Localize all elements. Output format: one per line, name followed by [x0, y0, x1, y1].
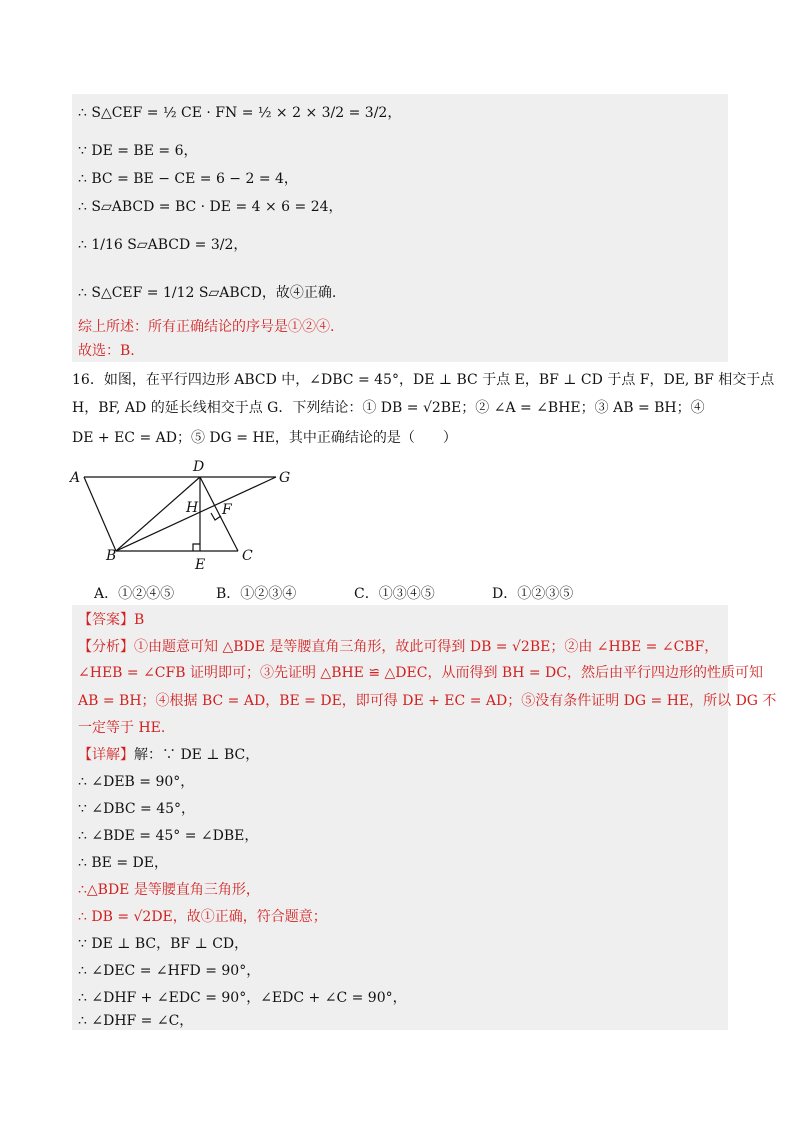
segment-DC — [200, 477, 238, 551]
detail-line-9: ∴ ∠DHF + ∠EDC = 90°，∠EDC + ∠C = 90°， — [78, 990, 407, 1006]
option-a: A．①②④⑤ — [94, 586, 175, 602]
solution-line-5: ∴ 1/16 S▱ABCD = 3/2， — [78, 237, 248, 253]
detail-line-2: ∵ ∠DBC = 45°， — [78, 801, 196, 817]
solution-line-4: ∴ S▱ABCD = BC · DE = 4 × 6 = 24， — [78, 199, 343, 215]
answer-line — [78, 611, 144, 629]
question-16-line-3: DE + EC = AD；⑤ DG = HE，其中正确结论的是（ ） — [72, 430, 457, 446]
solution-line-6: ∴ S△CEF = 1/12 S▱ABCD，故④正确. — [78, 285, 337, 301]
detail-line-6: ∴ DB = √2DE，故①正确，符合题意； — [78, 909, 327, 925]
detail-line-1: ∴ ∠DEB = 90°， — [78, 774, 195, 790]
option-c: C．①③④⑤ — [354, 586, 435, 602]
solution-summary: 综上所述：所有正确结论的序号是①②④. — [78, 319, 335, 335]
label-G: G — [279, 470, 291, 486]
answer-label: 【答案】 — [78, 612, 134, 628]
detail-label: 【详解】 — [78, 747, 134, 763]
segment-AB — [84, 477, 116, 551]
label-C: C — [242, 548, 253, 564]
geometry-figure — [68, 456, 308, 576]
solution-line-2: ∵ DE = BE = 6， — [78, 143, 198, 159]
detail-line-7: ∵ DE ⊥ BC，BF ⊥ CD， — [78, 936, 249, 952]
analysis-label: 【分析】 — [78, 639, 134, 655]
option-b: B．①②③④ — [216, 586, 297, 602]
solution-line-1: ∴ S△CEF = ½ CE · FN = ½ × 2 × 3/2 = 3/2， — [78, 105, 402, 121]
analysis-text-1: ①由题意可知 △BDE 是等腰直角三角形，故此可得到 DB = √2BE；②由 ∠HBE = ∠CBF， — [134, 639, 719, 655]
label-A: A — [70, 470, 81, 486]
label-D: D — [193, 459, 205, 475]
analysis-line-3: AB = BH；④根据 BC = AD，BE = DE，即可得 DE + EC = AD；⑤没有条件证明 DG = HE，所以 DG 不 — [78, 693, 777, 709]
question-16-line-2: H，BF, AD 的延长线相交于点 G．下列结论：① DB = √2BE；② ∠A = ∠BHE；③ AB = BH；④ — [72, 400, 705, 416]
label-E: E — [195, 557, 206, 573]
detail-line-8: ∴ ∠DEC = ∠HFD = 90°， — [78, 963, 261, 979]
detail-intro: 解：∵ DE ⊥ BC， — [134, 747, 260, 763]
detail-line-4: ∴ BE = DE， — [78, 855, 168, 871]
label-F: F — [222, 502, 232, 518]
option-d: D．①②③⑤ — [492, 586, 574, 602]
detail-line-5: ∴△BDE 是等腰直角三角形， — [78, 882, 260, 898]
answer-value: B — [134, 612, 145, 628]
detail-line-intro — [78, 746, 259, 764]
solution-line-3: ∴ BC = BE − CE = 6 − 2 = 4， — [78, 171, 298, 187]
analysis-line-4: 一定等于 HE. — [78, 720, 166, 736]
detail-line-10: ∴ ∠DHF = ∠C， — [78, 1013, 194, 1029]
question-16-line-1: 16．如图，在平行四边形 ABCD 中，∠DBC = 45°，DE ⊥ BC 于点 E，BF ⊥ CD 于点 F，DE, BF 相交于点 — [72, 372, 775, 388]
analysis-line-2: ∠HEB = ∠CFB 证明即可；③先证明 △BHE ≌ △DEC，从而得到 BH = DC，然后由平行四边形的性质可知 — [78, 665, 763, 681]
detail-line-3: ∴ ∠BDE = 45° = ∠DBE， — [78, 828, 259, 844]
label-H: H — [186, 500, 199, 516]
solution-choice: 故选：B. — [78, 343, 135, 359]
label-B: B — [106, 548, 117, 564]
analysis-line-1 — [78, 638, 718, 656]
right-angle-E — [193, 544, 200, 551]
